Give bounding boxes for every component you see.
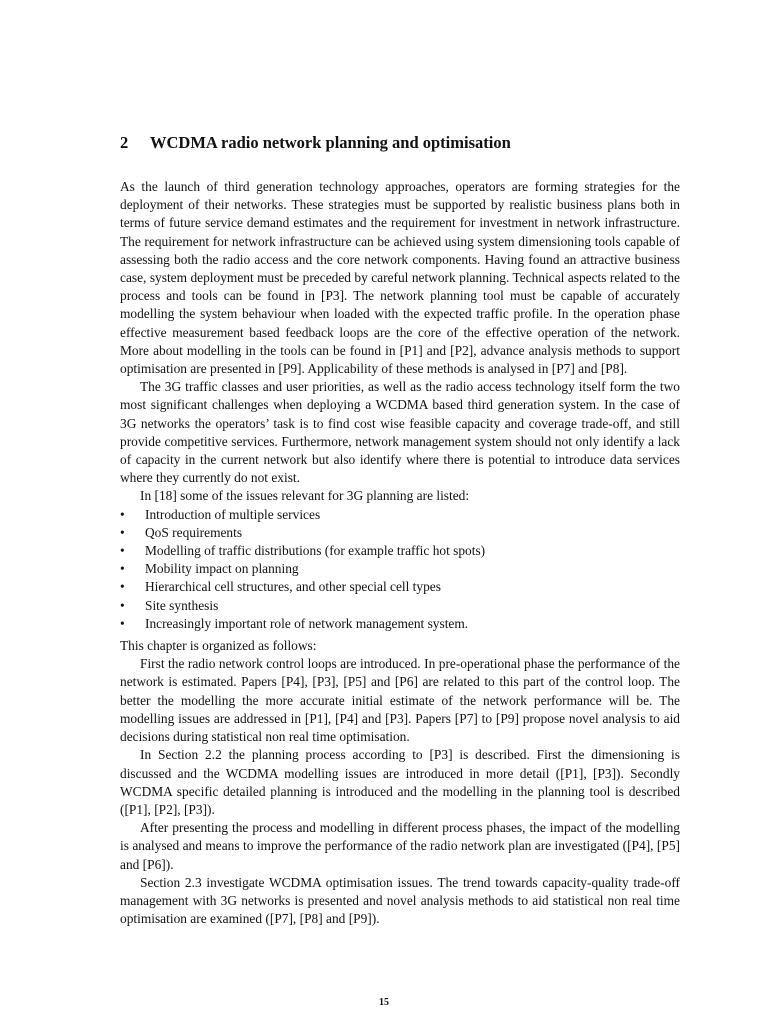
bullet-icon: • (120, 579, 125, 595)
body-text (120, 178, 680, 928)
list-item-text: Hierarchical cell structures, and other special cell types (145, 579, 441, 595)
list-item-text: Modelling of traffic distributions (for example traffic hot spots) (145, 543, 486, 559)
section-heading (120, 133, 511, 153)
bullet-icon: • (120, 615, 125, 631)
section-title: WCDMA radio network planning and optimisation (150, 133, 511, 152)
issues-list (120, 506, 680, 633)
list-item (120, 578, 680, 596)
bullet-icon: • (120, 543, 125, 559)
list-item-text: Increasingly important role of network management system. (145, 615, 469, 631)
section-number: 2 (120, 133, 129, 152)
list-item-text: Introduction of multiple services (145, 506, 321, 522)
list-item-text: Mobility impact on planning (145, 561, 299, 577)
list-item-text: QoS requirements (145, 524, 243, 540)
paragraph-section-2-3: Section 2.3 investigate WCDMA optimisation issues. The trend towards capacity-quality trade-off management with 3G networks is presented and novel analysis methods to aid statistical non real time optimisation are examined ([P7], [P8] and [P9]). (120, 874, 680, 927)
list-item (120, 524, 680, 542)
list-item (120, 597, 680, 615)
bullet-icon: • (120, 561, 125, 577)
list-item-text: Site synthesis (145, 597, 219, 613)
bullet-icon: • (120, 524, 125, 540)
list-item (120, 506, 680, 524)
paragraph-intro: As the launch of third generation technology approaches, operators are forming strategies for the deployment of their networks. These strategies must be supported by realistic business plans both in terms of future service demand estimates and the requirement for investment in network infrastructure. The requirement for network infrastructure can be achieved using system dimensioning tools capable of assessing both the radio access and the core network components. Having found an attractive business case, system deployment must be preceded by careful network planning. Technical aspects related to the process and tools can be found in [P3]. The network planning tool must be capable of accurately modelling the system behaviour when loaded with the expected traffic profile. In the operation phase effective measurement based feedback loops are the core of the effective operation of the network. More about modelling in the tools can be found in [P1] and [P2], advance analysis methods to support optimisation are presented in [P9]. Applicability of these methods is analysed in [P7] and [P8]. (120, 179, 680, 377)
bullet-icon: • (120, 506, 125, 522)
paragraph-organization: This chapter is organized as follows: (120, 638, 317, 654)
page-number: 15 (379, 997, 389, 1008)
list-item (120, 542, 680, 560)
paragraph-control-loops: First the radio network control loops are introduced. In pre-operational phase the performance of the network is estimated. Papers [P4], [P3], [P5] and [P6] are related to this part of the control loop. The better the modelling the more accurate initial estimate of the network performance will be. The modelling issues are addressed in [P1], [P4] and [P3]. Papers [P7] to [P9] propose novel analysis to aid decisions during statistical non real time optimisation. (120, 656, 680, 745)
paragraph-impact: After presenting the process and modelling in different process phases, the impact of the modelling is analysed and means to improve the performance of the radio network plan are investigated ([P4], [P5] and [P6]). (120, 820, 680, 872)
list-item (120, 560, 680, 578)
paragraph-list-intro: In [18] some of the issues relevant for 3G planning are listed: (140, 488, 470, 504)
list-item (120, 615, 680, 633)
paragraph-section-2-2: In Section 2.2 the planning process according to [P3] is described. First the dimensioning is discussed and the WCDMA modelling issues are introduced in more detail ([P1], [P3]). Secondly WCDMA specific detailed planning is introduced and the modelling in the planning tool is described ([P1], [P2], [P3]). (120, 747, 680, 817)
paragraph-challenges: The 3G traffic classes and user priorities, as well as the radio access technology itself form the two most significant challenges when deploying a WCDMA based third generation system. In the case of 3G networks the operators’ task is to find cost wise feasible capacity and coverage trade-off, and still provide competitive services. Furthermore, network management system should not only identify a lack of capacity in the current network but also identify where there is potential to introduce data services where they currently do not exist. (120, 379, 680, 486)
bullet-icon: • (120, 597, 125, 613)
